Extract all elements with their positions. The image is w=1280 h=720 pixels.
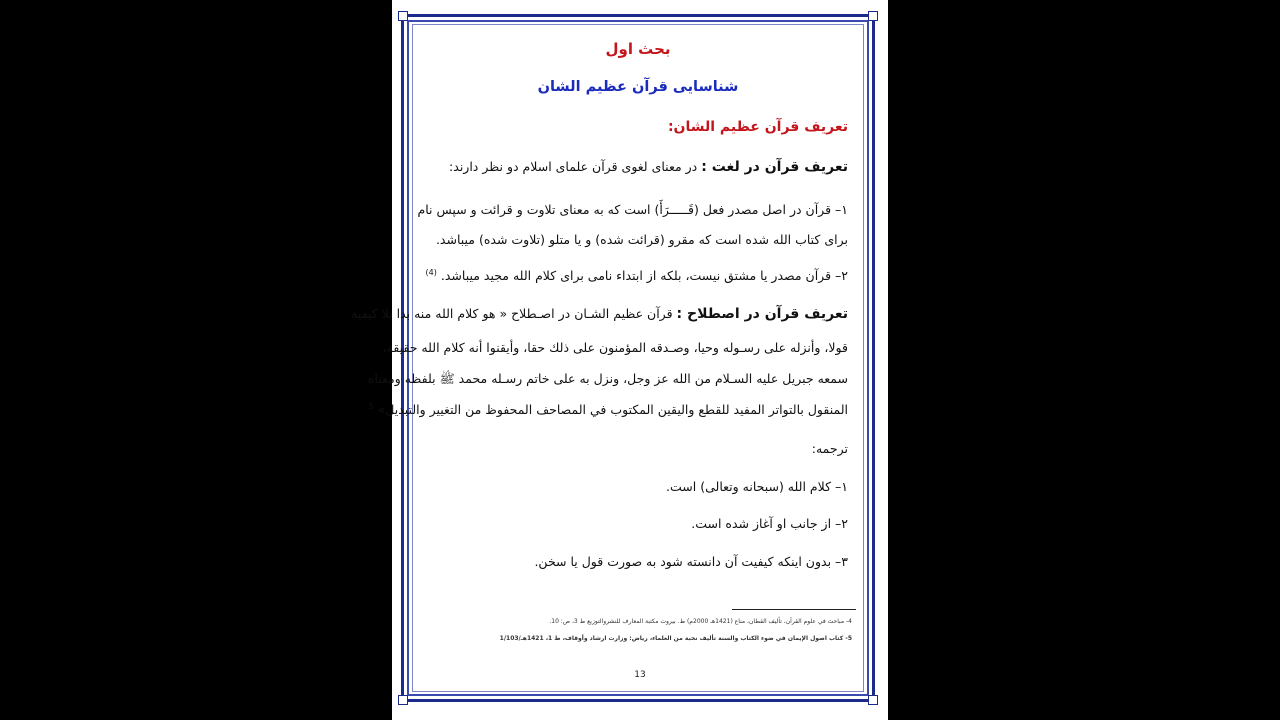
corner-ornament	[868, 11, 878, 21]
footnote-ref: 5	[368, 402, 374, 411]
page-number: 13	[634, 670, 646, 680]
footnote: 5- كتاب اصول الإيمان في ضوء الكتاب والسنة تأليف نخبة من العلماء، رياض: وزارت ارشاد وأوقاف، ط 1، 1421هـ/1/103	[499, 635, 852, 642]
corner-ornament	[398, 11, 408, 21]
istilah-line1	[351, 306, 848, 322]
corner-ornament	[868, 695, 878, 705]
footnote-separator	[732, 609, 856, 610]
corner-ornament	[398, 695, 408, 705]
chapter-heading: بحث اول	[605, 40, 671, 58]
istilah-line4	[369, 402, 848, 417]
item2-line	[426, 268, 848, 283]
item1-line1: ۱– قرآن در اصل مصدر فعل (قَـــــرَأَ) است که به معنای تلاوت و قرائت و سپس نام	[417, 202, 848, 217]
istilah-label: تعریف قرآن در اصطلاح :	[676, 306, 848, 322]
lughat-paragraph	[449, 159, 848, 175]
page-content	[351, 24, 860, 688]
translation-item: ۲– از جانب او آغاز شده است.	[691, 516, 848, 531]
footnote-ref: (4)	[425, 268, 437, 277]
item2-text: ۲– قرآن مصدر یا مشتق نیست، بلکه از ابتداء نامی برای کلام الله مجید میباشد.	[440, 268, 848, 284]
document-page	[351, 0, 888, 720]
translation-item: ۱– کلام الله (سبحانه وتعالی) است.	[666, 479, 848, 494]
istilah-text1: قرآن عظیم الشـان در اصـطلاح « هو کلام الله منه بدا بلا کیفیة	[351, 306, 673, 321]
istilah-text4: المنقول بالتواتر المفيد للقطع واليقين المكتوب في المصاحف المحفوظ من التغيير والتبديل»	[377, 402, 848, 418]
istilah-line3: سمعه جبريل عليه السـلام من الله عز وجل، ونزل به على خاتم رسـله محمد ﷺ بلفظه ومعناه	[367, 371, 848, 386]
section-title: تعریف قرآن عظیم الشان:	[667, 119, 848, 135]
chapter-subheading: شناسایی قرآن عظیم الشان	[537, 79, 739, 95]
translation-item: ۳– بدون اینکه کیفیت آن دانسته شود به صورت قول یا سخن.	[534, 554, 848, 569]
tarjuma-label: ترجمه:	[811, 441, 848, 456]
lughat-text: در معنای لغوی قرآن علمای اسلام دو نظر دارند:	[449, 159, 698, 174]
footnote: 4- مباحث في علوم القرآن، تأليف القطان، مناع (1421هـ 2000م) ط. بيروت مكتبة المعارف للنشروالتوزيع ط 3، ص: 10.	[549, 618, 852, 625]
item1-line2: برای کتاب الله شده است که مقرو (قرائت شده) و یا متلو (تلاوت شده) میباشد.	[435, 232, 848, 247]
lughat-label: تعریف قرآن در لغت :	[701, 159, 848, 175]
istilah-line2: قولا، وأنزله على رسـوله وحيا، وصـدقه المؤمنون على ذلك حقا، وأيقنوا أنه كلام الله حقيقة،	[382, 340, 848, 355]
